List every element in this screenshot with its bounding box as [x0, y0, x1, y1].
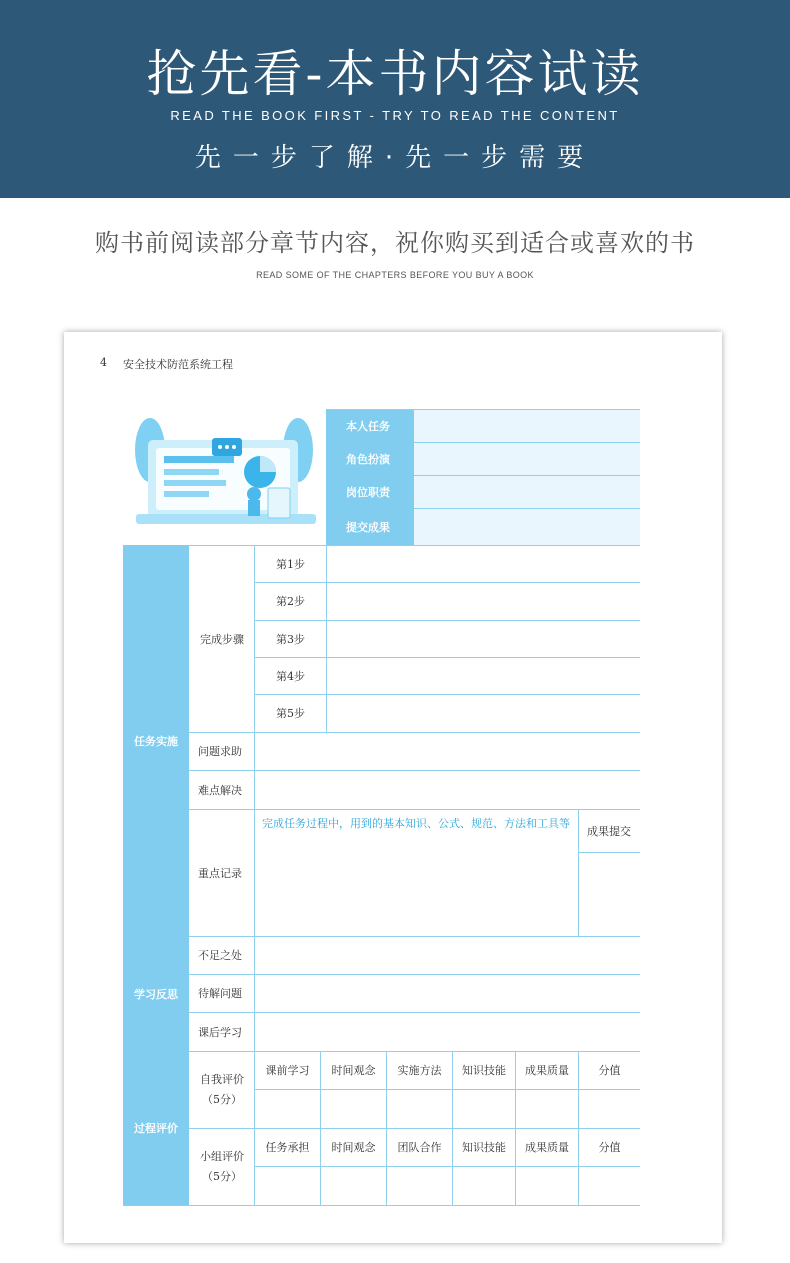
self-col-1: 课前学习: [265, 1064, 310, 1077]
study-illustration: [128, 410, 323, 532]
group-col-6: 分值: [598, 1141, 621, 1154]
group-col-1: 任务承担: [265, 1141, 310, 1154]
step-5: 第5步: [276, 707, 305, 720]
banner-subtitle: READ THE BOOK FIRST - TRY TO READ THE CONTENT: [170, 108, 620, 123]
role-label: 角色扮演: [326, 442, 414, 475]
self-col-4: 知识技能: [462, 1064, 506, 1077]
step-3: 第3步: [276, 632, 305, 646]
key-record-label: 重点记录: [198, 866, 242, 880]
reflection-row-3: 课后学习: [198, 1025, 242, 1039]
reflection-label: 学习反思: [123, 936, 189, 1051]
self-eval-score: （5分）: [202, 1092, 242, 1106]
intro-text: 购书前阅读部分章节内容，祝你购买到适合或喜欢的书: [95, 229, 695, 257]
self-col-3: 实施方法: [397, 1064, 442, 1077]
reflection-row-1: 不足之处: [198, 949, 242, 962]
group-col-3: 团队合作: [397, 1141, 442, 1154]
role-field[interactable]: [414, 442, 640, 475]
result-label: 提交成果: [326, 508, 414, 545]
evaluation-label: 过程评价: [123, 1051, 189, 1205]
difficulty-label: 难点解决: [198, 783, 242, 797]
task-field[interactable]: [414, 409, 640, 442]
banner-slogan: 先一步了解·先一步需要: [194, 143, 596, 173]
group-eval-title: 小组评价: [200, 1149, 244, 1163]
duty-field[interactable]: [414, 475, 640, 508]
intro-text-en: READ SOME OF THE CHAPTERS BEFORE YOU BUY A BOOK: [256, 270, 534, 280]
group-eval-score: （5分）: [202, 1169, 242, 1183]
self-eval-title: 自我评价: [200, 1072, 244, 1086]
help-label: 问题求助: [198, 745, 242, 758]
self-col-6: 分值: [598, 1064, 621, 1077]
group-col-2: 时间观念: [331, 1141, 376, 1154]
step-1: 第1步: [276, 557, 305, 571]
self-col-2: 时间观念: [331, 1064, 376, 1077]
book-title: 安全技术防范系统工程: [123, 358, 233, 371]
group-eval-label: [189, 1128, 255, 1205]
key-record-note: 完成任务过程中，用到的基本知识、公式、规范、方法和工具等: [262, 817, 570, 830]
self-eval-label: [189, 1051, 255, 1128]
task-implementation-label: 任务实施: [123, 545, 189, 936]
duty-label: 岗位职责: [326, 475, 414, 508]
page-number: 4: [100, 356, 107, 369]
group-col-5: 成果质量: [525, 1141, 569, 1154]
step-2: 第2步: [276, 595, 305, 608]
task-label: 本人任务: [326, 409, 414, 442]
self-col-5: 成果质量: [525, 1064, 569, 1077]
banner-title: 抢先看-本书内容试读: [146, 45, 644, 103]
step-4: 第4步: [276, 669, 305, 683]
group-col-4: 知识技能: [462, 1141, 506, 1154]
banner: [0, 0, 790, 198]
reflection-row-2: 待解问题: [198, 987, 242, 1000]
result-field[interactable]: [414, 508, 640, 545]
steps-label: 完成步骤: [200, 632, 244, 646]
submit-label: 成果提交: [587, 824, 631, 838]
